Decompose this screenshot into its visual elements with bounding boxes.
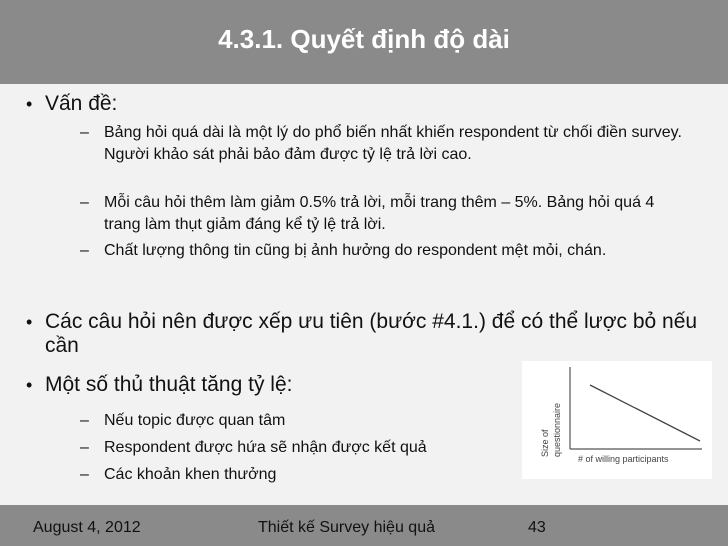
dash-marker: – xyxy=(80,242,89,259)
sub-bullet-1-3-text: Chất lượng thông tin cũng bị ảnh hưởng do respondent mệt mỏi, chán. xyxy=(104,242,607,259)
title-bar xyxy=(0,0,728,84)
y-axis-label-line1: Size of xyxy=(540,429,550,457)
slide-title: 4.3.1. Quyết định độ dài xyxy=(218,24,510,54)
dash-marker: – xyxy=(80,439,89,456)
dash-marker: – xyxy=(80,194,89,211)
y-axis-label-line2: questionnaire xyxy=(552,402,562,457)
bullet-dot: • xyxy=(26,375,33,395)
sub-bullet-3-3-text: Các khoản khen thưởng xyxy=(104,466,277,483)
bullet-3-text: Một số thủ thuật tăng tỷ lệ: xyxy=(45,373,293,396)
sub-bullet-1-1 xyxy=(80,122,692,166)
dash-marker: – xyxy=(80,412,89,429)
sub-bullet-1-2-text: Mỗi câu hỏi thêm làm giảm 0.5% trả lời, mỗi trang thêm – 5%. Bảng hỏi quá 4 trang làm thụt giảm đáng kể tỷ lệ trả lời. xyxy=(104,194,655,233)
footer-date: August 4, 2012 xyxy=(33,519,141,536)
bullet-2 xyxy=(26,310,706,358)
footer-title: Thiết kế Survey hiệu quả xyxy=(258,519,435,536)
x-axis-label: # of willing participants xyxy=(578,454,669,464)
figure-svg xyxy=(522,361,712,479)
bullet-dot: • xyxy=(26,312,33,332)
footer-bar xyxy=(0,505,728,546)
sub-bullet-1-2 xyxy=(80,192,692,236)
sub-bullet-3-1-text: Nếu topic được quan tâm xyxy=(104,412,286,429)
slide-content xyxy=(0,84,728,504)
sub-bullet-1-3 xyxy=(80,240,692,262)
sub-bullet-3-2-text: Respondent được hứa sẽ nhận được kết quả xyxy=(104,439,427,456)
questionnaire-size-figure xyxy=(522,361,712,479)
bullet-dot: • xyxy=(26,94,33,114)
sub-bullet-1-1-text: Bảng hỏi quá dài là một lý do phổ biến nhất khiến respondent từ chối điền survey. Người khảo sát phải bảo đảm được tỷ lệ trả lời cao. xyxy=(104,124,682,163)
dash-marker: – xyxy=(80,124,89,141)
dash-marker: – xyxy=(80,466,89,483)
footer-page-number: 43 xyxy=(528,519,546,536)
bullet-1-text: Vấn đề: xyxy=(45,92,118,115)
bullet-1 xyxy=(26,92,706,116)
trend-line xyxy=(590,385,700,441)
bullet-2-text: Các câu hỏi nên được xếp ưu tiên (bước #4.1.) để có thể lược bỏ nếu cần xyxy=(45,310,698,357)
